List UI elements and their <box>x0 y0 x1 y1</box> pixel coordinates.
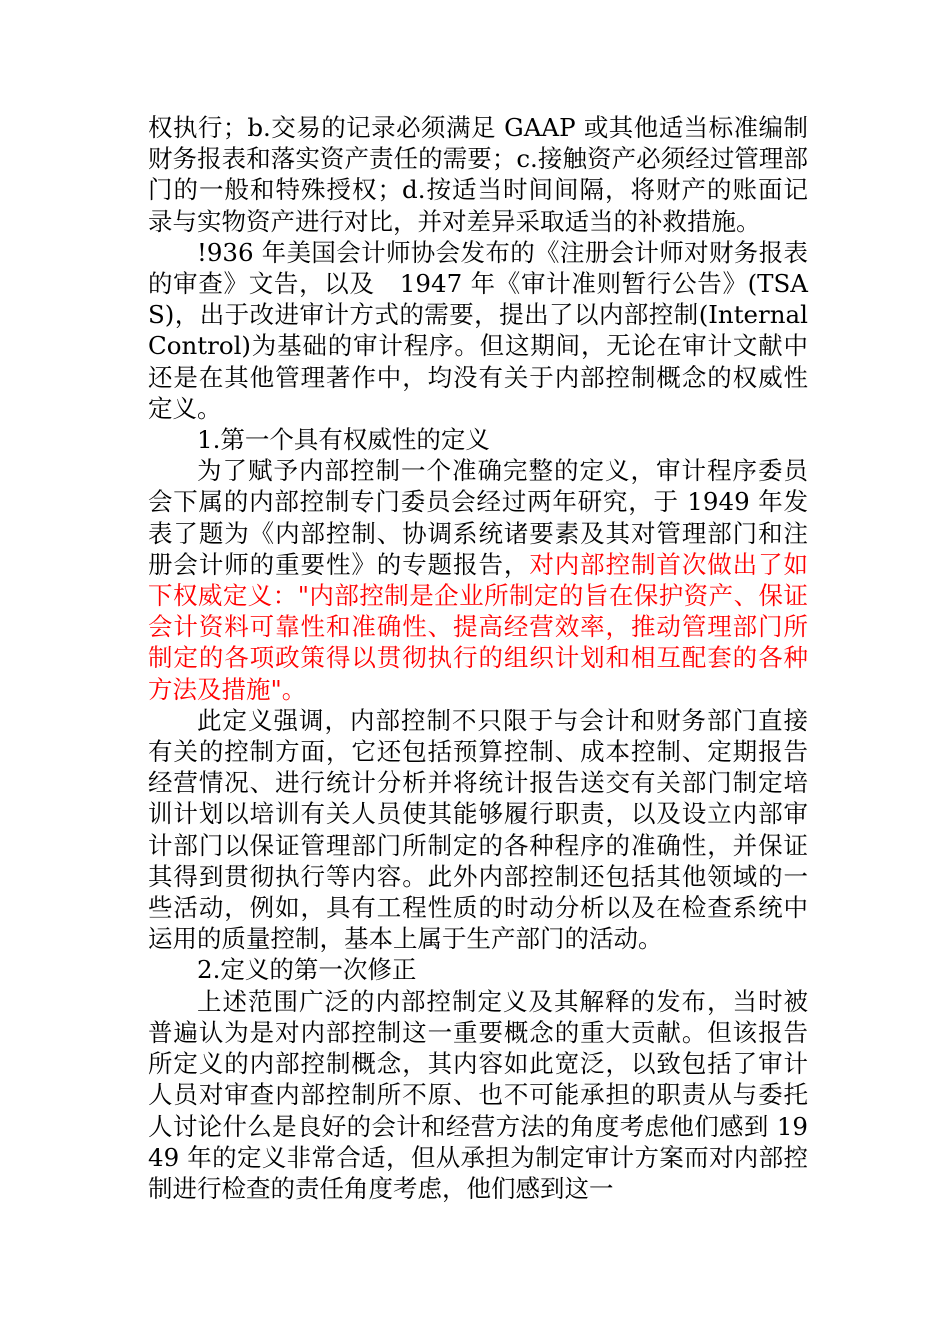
paragraph-text: 为了赋予内部控制一个准确完整的定义，审计程序委员会下属的内部控制专门委员会经过两年研究，于 1949 年发表了题为《内部控制、协调系统诸要素及其对管理部门和注册会计师的重要性》的专题报告， <box>148 456 808 579</box>
paragraph-first-definition <box>148 455 808 705</box>
paragraph-history: !936 年美国会计师协会发布的《注册会计师对财务报表的审查》文告，以及 1947 年《审计准则暂行公告》(TSAS)，出于改进审计方式的需要，提出了以内部控制(Internal Control)为基础的审计程序。但这期间，无论在审计文献中还是在其他管理著作中，均没有关于内部控制概念的权威性定义。 <box>148 237 808 423</box>
section-heading-2: 2.定义的第一次修正 <box>197 955 417 985</box>
paragraph-first-revision: 上述范围广泛的内部控制定义及其解释的发布，当时被普遍认为是对内部控制这一重要概念的重大贡献。但该报告所定义的内部控制概念，其内容如此宽泛，以致包括了审计人员对审查内部控制所不原、也不可能承担的职责从与委托人讨论什么是良好的会计和经营方法的角度考虑他们感到 1949 年的定义非常合适，但从承担为制定审计方案而对内部控制进行检查的责任角度考虑，他们感到这一 <box>148 986 808 1203</box>
document-body <box>148 112 808 1204</box>
highlighted-definition: 对内部控制首次做出了如下权威定义："内部控制是企业所制定的旨在保护资产、保证会计资料可靠性和准确性、提高经营效率，推动管理部门所制定的各项政策得以贯彻执行的组织计划和相互配套的各种方法及措施"。 <box>148 549 809 704</box>
paragraph-continuation: 权执行；b.交易的记录必须满足 GAAP 或其他适当标准编制财务报表和落实资产责任的需要；c.接触资产必须经过管理部门的一般和特殊授权；d.按适当时间间隔，将财产的账面记录与实物资产进行对比，并对差异采取适当的补救措施。 <box>148 113 808 236</box>
section-heading-1: 1.第一个具有权威性的定义 <box>197 425 490 455</box>
paragraph-definition-scope: 此定义强调，内部控制不只限于与会计和财务部门直接有关的控制方面，它还包括预算控制、成本控制、定期报告经营情况、进行统计分析并将统计报告送交有关部门制定培训计划以培训有关人员使其能够履行职责，以及设立内部审计部门以保证管理部门所制定的各种程序的准确性，并保证其得到贯彻执行等内容。此外内部控制还包括其他领域的一些活动，例如，具有工程性质的时动分析以及在检查系统中运用的质量控制，基本上属于生产部门的活动。 <box>148 705 808 954</box>
